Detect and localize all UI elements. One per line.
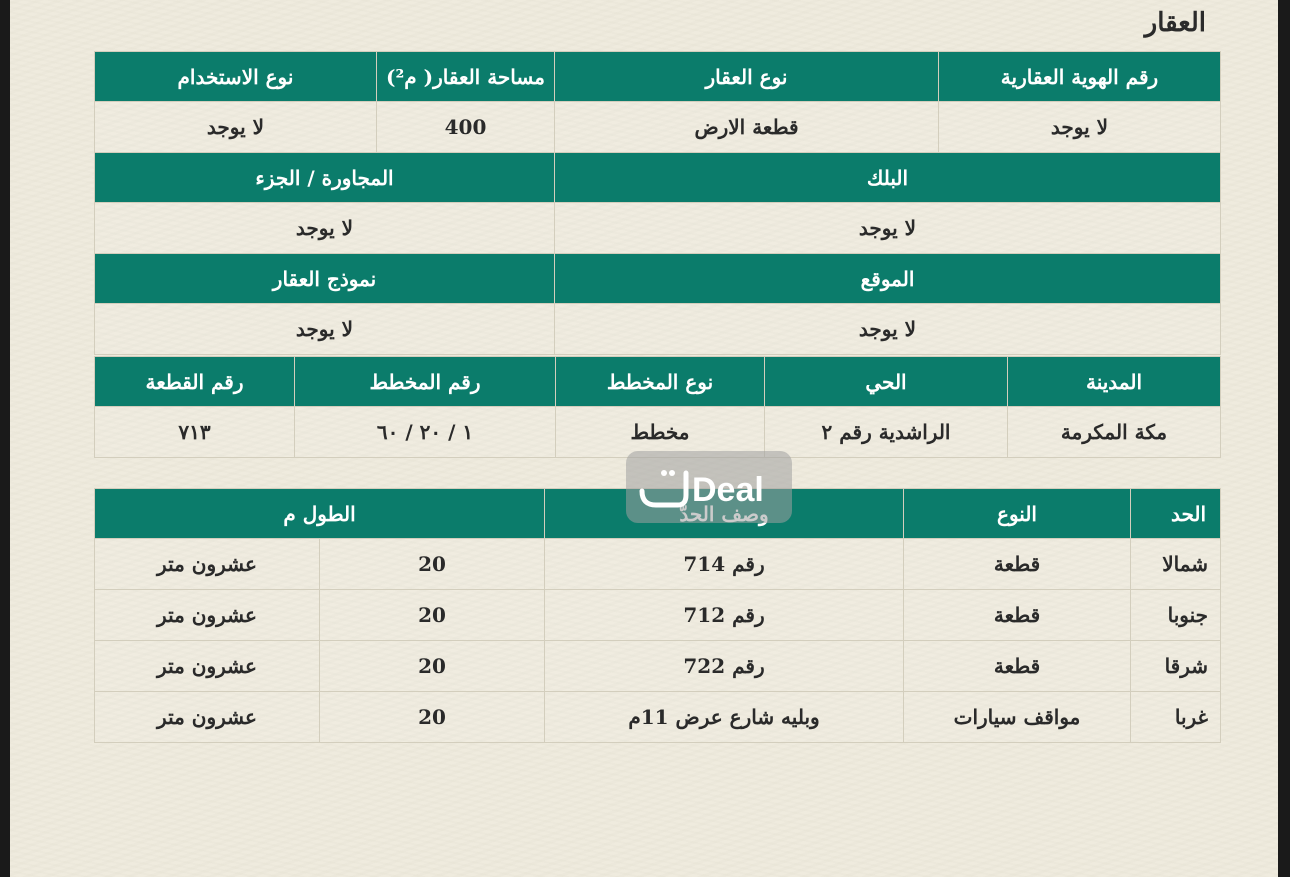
description-cell: رقم 714 <box>545 539 904 590</box>
header-cell: المجاورة / الجزء <box>95 153 555 203</box>
table-row <box>95 641 1221 692</box>
type-cell: قطعة <box>904 590 1131 641</box>
header-row <box>95 357 1221 407</box>
header-cell: نوع المخطط <box>556 357 765 407</box>
deal-watermark <box>626 451 792 523</box>
header-cell: نوع العقار <box>555 52 939 102</box>
value-row <box>95 203 1221 254</box>
boundary-cell: شرقا <box>1131 641 1221 692</box>
value-cell: قطعة الارض <box>555 102 939 153</box>
value-cell: لا يوجد <box>95 102 377 153</box>
value-cell: ١ / ٢٠ / ٦٠ <box>295 407 556 458</box>
length-text-cell: عشرون متر <box>95 641 320 692</box>
length-number-cell: 20 <box>320 641 545 692</box>
length-text-cell: عشرون متر <box>95 539 320 590</box>
description-cell: وبليه شارع عرض 11م <box>545 692 904 743</box>
boundary-cell: غربا <box>1131 692 1221 743</box>
value-cell: مكة المكرمة <box>1008 407 1221 458</box>
document-page <box>10 0 1278 877</box>
value-row <box>95 102 1221 153</box>
header-row <box>95 153 1221 203</box>
boundary-cell: جنوبا <box>1131 590 1221 641</box>
value-row <box>95 304 1221 355</box>
header-cell: رقم القطعة <box>95 357 295 407</box>
boundaries-table <box>94 488 1221 743</box>
value-cell: 400 <box>377 102 555 153</box>
header-cell: نموذج العقار <box>95 254 555 304</box>
header-type: النوع <box>904 489 1131 539</box>
header-cell: رقم المخطط <box>295 357 556 407</box>
value-row <box>95 407 1221 458</box>
header-row <box>95 254 1221 304</box>
deal-logo-icon <box>634 461 784 513</box>
header-cell: مساحة العقار( م²) <box>377 52 555 102</box>
length-text-cell: عشرون متر <box>95 692 320 743</box>
value-cell: لا يوجد <box>555 203 1221 254</box>
header-cell: نوع الاستخدام <box>95 52 377 102</box>
header-cell: المدينة <box>1008 357 1221 407</box>
length-number-cell: 20 <box>320 539 545 590</box>
section-title: العقار <box>1144 8 1206 38</box>
header-cell: البلك <box>555 153 1221 203</box>
value-cell: لا يوجد <box>555 304 1221 355</box>
length-number-cell: 20 <box>320 692 545 743</box>
header-boundary: الحد <box>1131 489 1221 539</box>
description-cell: رقم 722 <box>545 641 904 692</box>
value-cell: لا يوجد <box>95 203 555 254</box>
description-cell: رقم 712 <box>545 590 904 641</box>
type-cell: قطعة <box>904 641 1131 692</box>
value-cell: ٧١٣ <box>95 407 295 458</box>
type-cell: مواقف سيارات <box>904 692 1131 743</box>
location-table <box>94 356 1221 458</box>
length-text-cell: عشرون متر <box>95 590 320 641</box>
header-cell: الموقع <box>555 254 1221 304</box>
type-cell: قطعة <box>904 539 1131 590</box>
table-row <box>95 590 1221 641</box>
header-cell: الحي <box>765 357 1008 407</box>
header-length: الطول م <box>95 489 545 539</box>
length-number-cell: 20 <box>320 590 545 641</box>
header-cell: رقم الهوية العقارية <box>939 52 1221 102</box>
watermark-text: Deal <box>692 471 764 509</box>
value-cell: الراشدية رقم ٢ <box>765 407 1008 458</box>
value-cell: مخطط <box>556 407 765 458</box>
header-row <box>95 52 1221 102</box>
value-cell: لا يوجد <box>939 102 1221 153</box>
value-cell: لا يوجد <box>95 304 555 355</box>
table-row <box>95 692 1221 743</box>
table-row <box>95 539 1221 590</box>
property-info-table <box>94 51 1221 355</box>
boundary-cell: شمالا <box>1131 539 1221 590</box>
